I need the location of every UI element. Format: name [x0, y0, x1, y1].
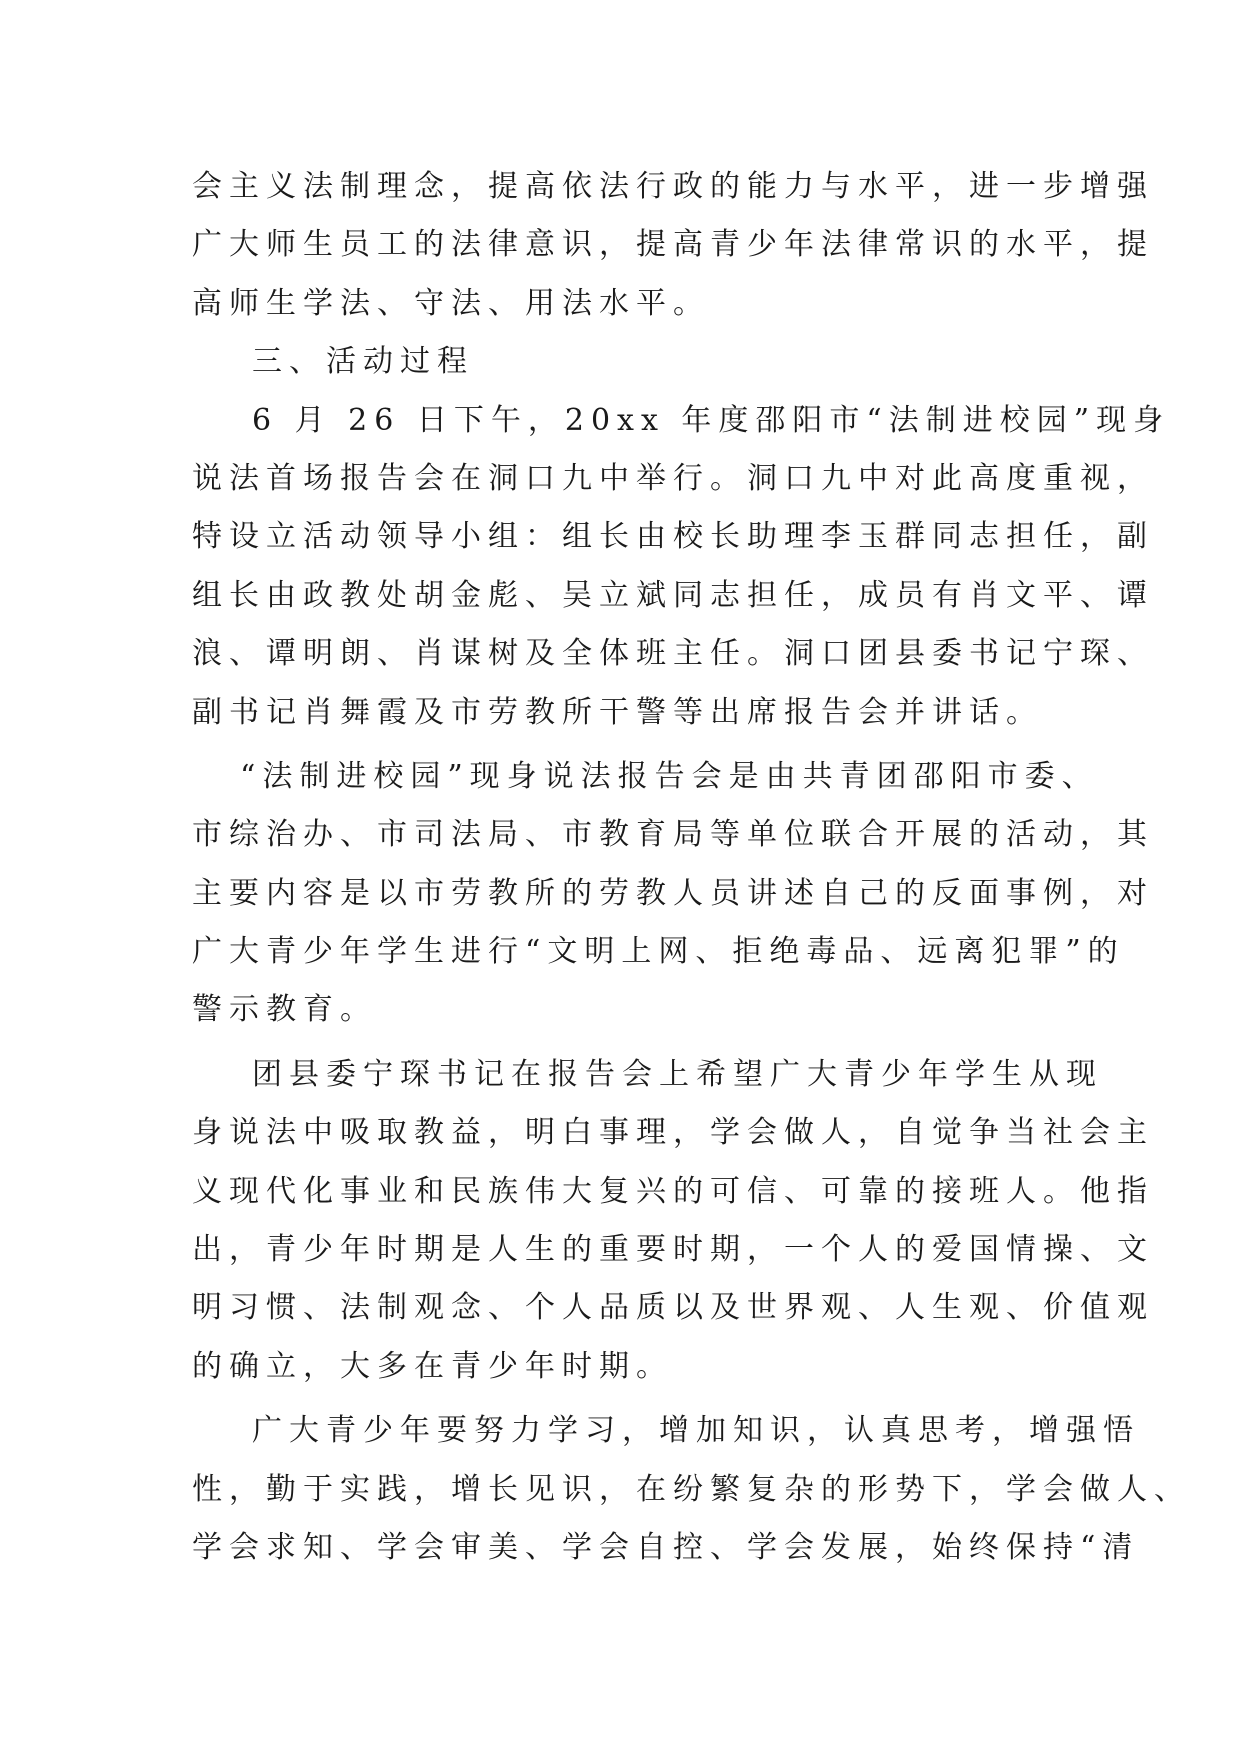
paragraph-1 [192, 158, 1154, 333]
text-line: 组长由政教处胡金彪、吴立斌同志担任，成员有肖文平、谭 [192, 577, 1154, 613]
text-line: 副书记肖舞霞及市劳教所干警等出席报告会并讲话。 [192, 694, 1043, 730]
text-line: 义现代化事业和民族伟大复兴的可信、可靠的接班人。他指 [192, 1173, 1154, 1209]
text-line: “法制进校园”现身说法报告会是由共青团邵阳市委、 [240, 758, 1099, 794]
heading-text: 三、活动过程 [252, 344, 474, 380]
text-line: 明习惯、法制观念、个人品质以及世界观、人生观、价值观 [192, 1290, 1154, 1326]
text-line: 说法首场报告会在洞口九中举行。洞口九中对此高度重视， [192, 460, 1154, 496]
text-line: 广大师生员工的法律意识，提高青少年法律常识的水平，提 [192, 227, 1154, 263]
text-line: 广大青少年要努力学习，增加知识，认真思考，增强悟 [252, 1413, 1140, 1449]
text-line: 的确立，大多在青少年时期。 [192, 1348, 673, 1384]
paragraph-2 [192, 392, 1171, 742]
paragraph-3 [192, 748, 1154, 1040]
text-line: 市综治办、市司法局、市教育局等单位联合开展的活动，其 [192, 817, 1154, 853]
text-line: 会主义法制理念，提高依法行政的能力与水平，进一步增强 [192, 169, 1154, 204]
text-line: 广大青少年学生进行“文明上网、拒绝毒品、远离犯罪”的 [192, 934, 1125, 970]
text-line: 6 月 26 日下午，20xx 年度邵阳市“法制进校园”现身 [252, 402, 1171, 438]
text-line: 团县委宁琛书记在报告会上希望广大青少年学生从现 [252, 1056, 1103, 1092]
text-line: 身说法中吸取教益，明白事理，学会做人，自觉争当社会主 [192, 1115, 1154, 1151]
text-line: 性，勤于实践，增长见识，在纷繁复杂的形势下，学会做人、 [192, 1471, 1191, 1507]
text-line: 特设立活动领导小组：组长由校长助理李玉群同志担任，副 [192, 519, 1154, 555]
text-line: 警示教育。 [192, 992, 377, 1028]
text-line: 高师生学法、守法、用法水平。 [192, 285, 710, 321]
paragraph-4 [192, 1046, 1154, 1396]
paragraph-5 [192, 1402, 1191, 1577]
text-line: 学会求知、学会审美、学会自控、学会发展，始终保持“清 [192, 1529, 1140, 1565]
text-line: 主要内容是以市劳教所的劳教人员讲述自己的反面事例，对 [192, 875, 1154, 911]
text-line: 出，青少年时期是人生的重要时期，一个人的爱国情操、文 [192, 1232, 1154, 1268]
section-heading [192, 333, 1050, 391]
document-body [192, 158, 1191, 1577]
text-line: 浪、谭明朗、肖谋树及全体班主任。洞口团县委书记宁琛、 [192, 636, 1154, 672]
